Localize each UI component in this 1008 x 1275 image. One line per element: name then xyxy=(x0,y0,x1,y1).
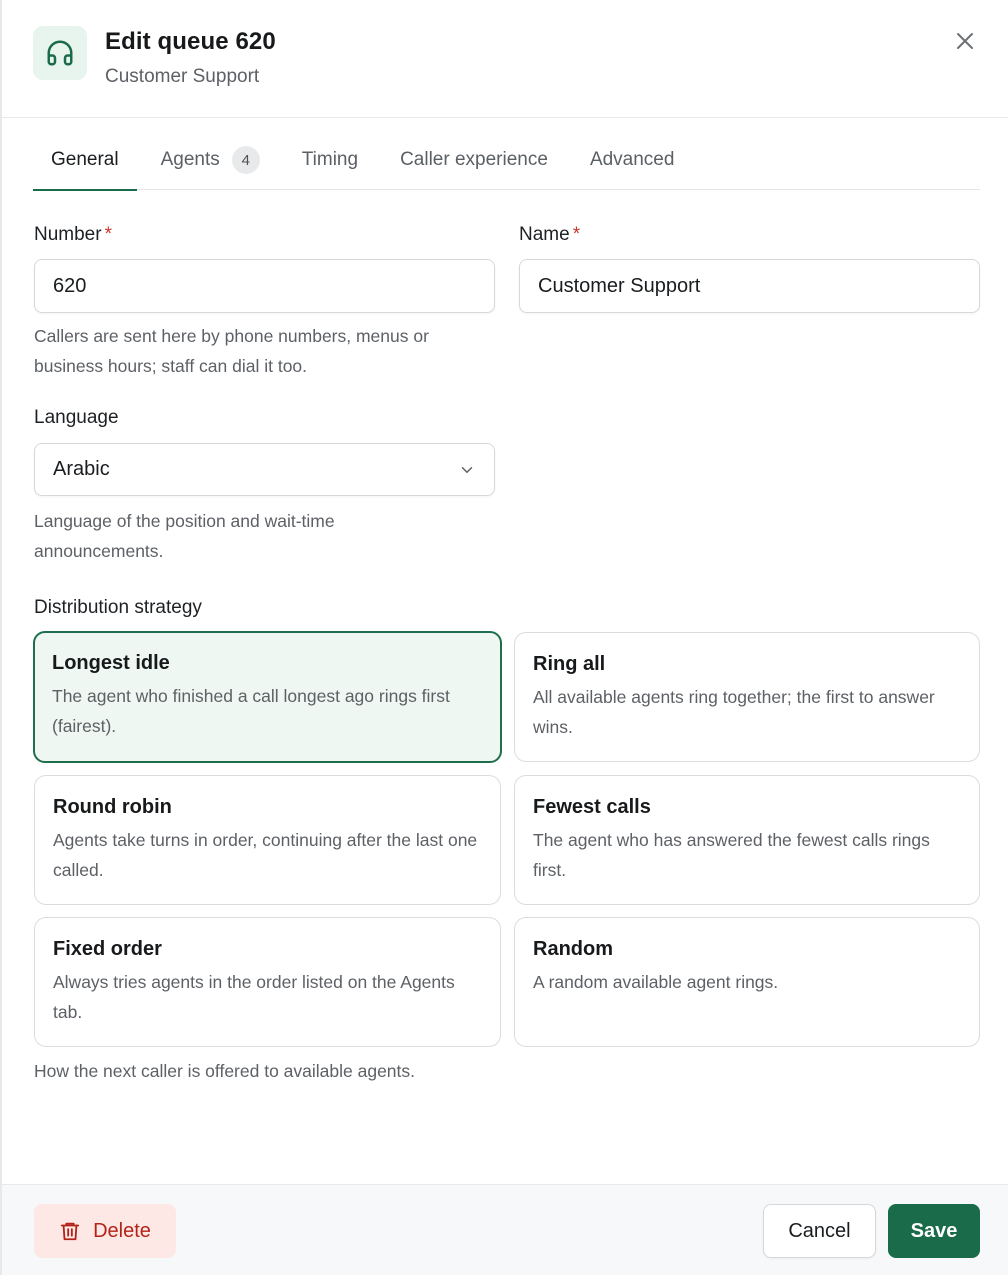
tab-general[interactable] xyxy=(33,130,137,190)
name-input[interactable] xyxy=(519,259,980,313)
required-marker: * xyxy=(572,224,581,245)
dialog-footer xyxy=(2,1184,1008,1275)
language-selected-value: Arabic xyxy=(53,458,110,480)
language-help-text: Language of the position and wait-time announcements. xyxy=(34,511,335,561)
number-label-text: Number xyxy=(34,224,102,245)
dialog-subtitle: Customer Support xyxy=(105,66,260,87)
strategy-title: Fewest calls xyxy=(533,796,651,818)
tab-bar xyxy=(33,130,980,190)
tab-label: General xyxy=(51,149,119,170)
language-select[interactable] xyxy=(34,443,495,496)
save-button[interactable]: Save xyxy=(888,1204,980,1258)
distribution-label: Distribution strategy xyxy=(34,597,202,618)
headphones-icon xyxy=(33,26,87,80)
strategy-title: Fixed order xyxy=(53,938,162,960)
agents-count-badge: 4 xyxy=(232,146,260,174)
strategy-option-round-robin[interactable] xyxy=(34,775,501,905)
number-input[interactable] xyxy=(34,259,495,313)
strategy-option-random[interactable] xyxy=(514,917,980,1047)
strategy-title: Longest idle xyxy=(52,652,170,674)
delete-button-label: Delete xyxy=(93,1219,151,1242)
strategy-description: The agent who finished a call longest ago rings first (fairest). xyxy=(52,686,450,736)
tab-advanced[interactable] xyxy=(572,130,693,190)
dialog-title: Edit queue 620 xyxy=(105,28,276,55)
strategy-title: Round robin xyxy=(53,796,172,818)
strategy-description: Agents take turns in order, continuing after the last one called. xyxy=(53,830,478,880)
strategy-description: Always tries agents in the order listed on the Agents tab. xyxy=(53,972,455,1022)
strategy-title: Ring all xyxy=(533,653,606,675)
name-label-text: Name xyxy=(519,224,570,245)
close-button[interactable] xyxy=(948,24,982,58)
strategy-description: A random available agent rings. xyxy=(533,972,779,992)
tab-agents[interactable] xyxy=(143,130,278,190)
tab-timing[interactable] xyxy=(284,130,376,190)
cancel-button[interactable]: Cancel xyxy=(763,1204,876,1258)
trash-icon xyxy=(59,1220,81,1242)
name-label xyxy=(519,224,580,246)
number-help-text: Callers are sent here by phone numbers, menus or business hours; staff can dial it too. xyxy=(34,326,429,376)
strategy-option-longest-idle[interactable] xyxy=(33,631,502,763)
tab-caller-experience[interactable] xyxy=(382,130,566,190)
tab-label: Agents xyxy=(160,149,220,170)
strategy-description: The agent who has answered the fewest calls rings first. xyxy=(533,830,930,880)
delete-button[interactable] xyxy=(34,1204,176,1258)
number-label xyxy=(34,224,112,246)
strategy-option-fewest-calls[interactable] xyxy=(514,775,980,905)
required-marker: * xyxy=(104,224,112,245)
tab-label: Caller experience xyxy=(400,149,548,170)
close-icon xyxy=(953,29,977,53)
strategy-title: Random xyxy=(533,938,613,960)
distribution-help-text: How the next caller is offered to available agents. xyxy=(34,1061,416,1081)
strategy-option-ring-all[interactable] xyxy=(514,632,980,762)
dialog-header xyxy=(2,0,1008,118)
chevron-down-icon xyxy=(458,461,476,479)
tab-label: Timing xyxy=(301,149,359,170)
tab-label: Advanced xyxy=(589,149,675,170)
strategy-option-fixed-order[interactable] xyxy=(34,917,501,1047)
language-label: Language xyxy=(34,407,119,428)
strategy-description: All available agents ring together; the first to answer wins. xyxy=(533,687,935,737)
